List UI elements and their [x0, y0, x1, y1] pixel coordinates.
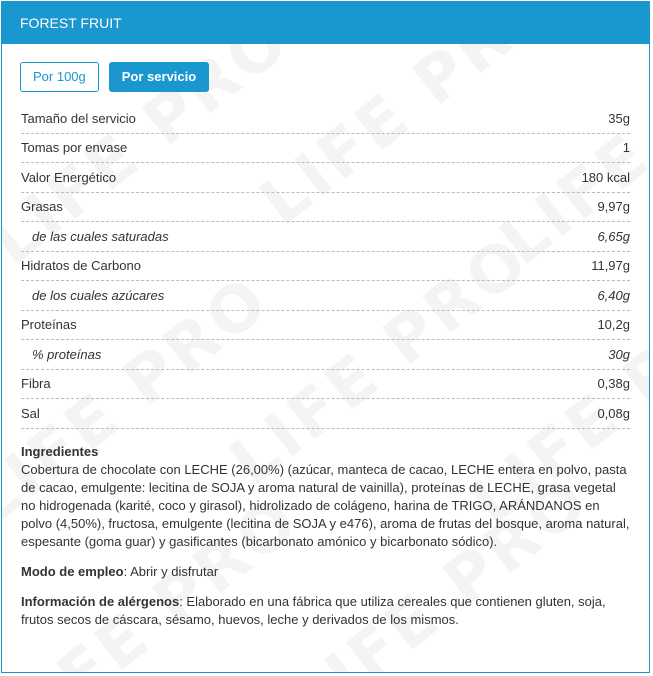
allergens-label: Información de alérgenos: [21, 593, 180, 609]
nutrition-table: [21, 104, 630, 429]
product-header: [2, 2, 649, 44]
nutrition-row-energy: [21, 163, 630, 193]
usage-label: Modo de empleo: [21, 563, 124, 579]
row-label: Tamaño del servicio: [21, 110, 136, 126]
nutrition-row-fat: [21, 193, 630, 223]
ingredients-section: [21, 443, 630, 551]
nutrition-row-salt: [21, 399, 630, 429]
row-value: 6,65g: [597, 228, 630, 244]
row-value: 1: [622, 140, 630, 156]
row-value: 180 kcal: [581, 169, 630, 185]
usage-section: [21, 563, 630, 581]
tab-per-serving[interactable]: Por servicio: [109, 62, 209, 92]
row-label: de las cuales saturadas: [32, 228, 169, 244]
allergens-text: : Elaborado en una fábrica que utiliza cereales que contienen gluten, soja, frutos secos de cáscara, sésamo, huevos, leche y derivados de los mismos.: [21, 593, 606, 627]
row-value: 10,2g: [597, 317, 630, 333]
row-label: Proteínas: [21, 317, 77, 333]
allergens-section: [21, 593, 630, 629]
row-label: Valor Energético: [21, 169, 117, 185]
nutrition-row-sugars: [21, 281, 630, 311]
tab-per-100g[interactable]: Por 100g: [20, 62, 99, 92]
nutrition-row-saturated: [21, 222, 630, 252]
row-value: 0,08g: [597, 405, 630, 421]
row-value: 9,97g: [597, 199, 630, 215]
row-value: 0,38g: [597, 376, 630, 392]
product-title: FOREST FRUIT: [20, 15, 122, 31]
row-value: 11,97g: [591, 258, 630, 274]
ingredients-title: Ingredientes: [21, 443, 99, 459]
nutrition-row-serving-size: [21, 104, 630, 134]
ingredients-text: Cobertura de chocolate con LECHE (26,00%) (azúcar, manteca de cacao, LECHE entera en polvo, pasta de cacao, emulgente: lecitina de SOJA y aroma natural de vainilla), proteínas de LECHE, grasa vegetal no hidrogenada (karité, coco y girasol), hidrolizado de colágeno, harina de TRIGO, ARÁNDANOS en polvo (4,50%), fructosa, emulgente (lecitina de SOJA y e476), aroma de frutas del bosque, aroma natural, espesante (goma guar) y gasificantes (bicarbonato amónico y bicarbonato sódico).: [21, 461, 630, 549]
row-label: de los cuales azúcares: [32, 287, 165, 303]
row-value: 6,40g: [597, 287, 630, 303]
nutrition-row-carbs: [21, 252, 630, 282]
nutrition-row-fiber: [21, 370, 630, 400]
nutrition-row-protein-pct: [21, 340, 630, 370]
product-info: [21, 443, 630, 629]
nutrition-panel: [1, 1, 650, 673]
row-value: 35g: [608, 110, 630, 126]
row-label: Tomas por envase: [21, 140, 128, 156]
row-value: 30g: [608, 346, 630, 362]
nutrition-row-protein: [21, 311, 630, 341]
unit-tabs: [2, 44, 649, 94]
row-label: Grasas: [21, 199, 63, 215]
row-label: Hidratos de Carbono: [21, 258, 141, 274]
row-label: Fibra: [21, 376, 51, 392]
row-label: % proteínas: [32, 346, 102, 362]
nutrition-row-servings: [21, 134, 630, 164]
usage-text: : Abrir y disfrutar: [123, 563, 219, 579]
row-label: Sal: [21, 405, 40, 421]
